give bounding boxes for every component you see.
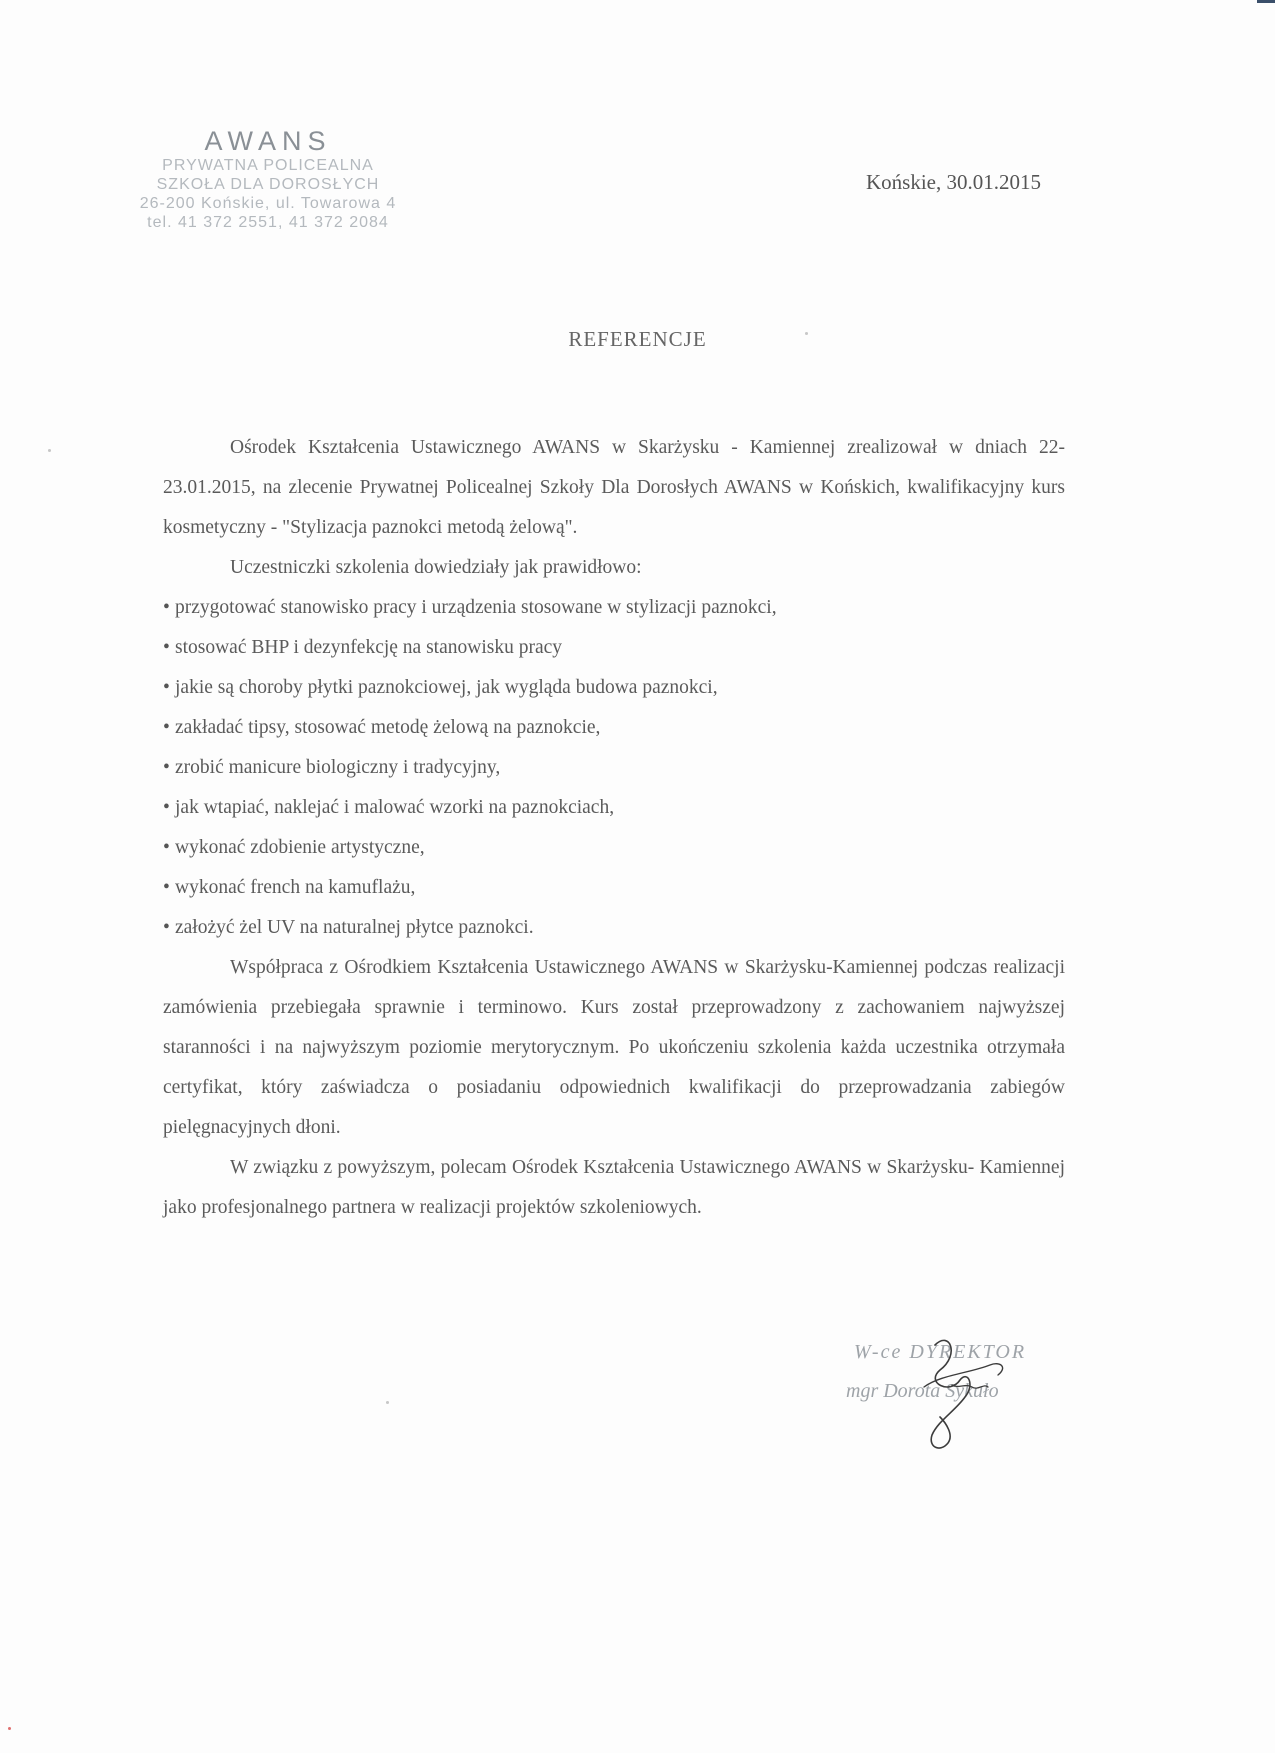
signature-title: W-ce DYREKTOR	[854, 1341, 1027, 1363]
scan-speck	[386, 1401, 389, 1404]
scan-speck	[48, 449, 51, 452]
bullet-icon: •	[163, 877, 170, 898]
paragraph-cooperation: Współpraca z Ośrodkiem Kształcenia Ustawicznego AWANS w Skarżysku-Kamiennej podczas realizacji zamówienia przebiegała sprawnie i terminowo. Kurs został przeprowadzony z zachowaniem najwyższej staranności i na najwyższym poziomie merytorycznym. Po ukończeniu szkolenia każda uczestnika otrzymała certyfikat, który zaświadcza o posiadaniu odpowiednich kwalifikacji do przeprowadzania zabiegów pielęgnacyjnych dłoni.	[163, 957, 1065, 1138]
list-item: • wykonać french na kamuflażu,	[163, 868, 1065, 908]
letterhead-line-2: SZKOŁA DLA DOROSŁYCH	[156, 176, 380, 193]
signature-stamp	[840, 1325, 1080, 1465]
paragraph-course-info: Ośrodek Kształcenia Ustawicznego AWANS w Skarżysku - Kamiennej zrealizował w dniach 22-23.01.2015, na zlecenie Prywatnej Policealnej Szkoły Dla Dorosłych AWANS w Końskich, kwalifikacyjny kurs kosmetyczny - "Stylizacja paznokci metodą żelową".	[163, 437, 1065, 538]
bullet-icon: •	[163, 637, 170, 658]
paragraph-recommendation: W związku z powyższym, polecam Ośrodek Kształcenia Ustawicznego AWANS w Skarżysku- Kamiennej jako profesjonalnego partnera w realizacji projektów szkoleniowych.	[163, 1157, 1065, 1218]
list-item: • jak wtapiać, naklejać i malować wzorki na paznokciach,	[163, 788, 1065, 828]
skills-list	[163, 588, 1065, 948]
letterhead-stamp	[118, 126, 418, 232]
handwritten-signature	[840, 1325, 1080, 1465]
scan-speck	[805, 332, 808, 335]
list-item: • przygotować stanowisko pracy i urządzenia stosowane w stylizacji paznokci,	[163, 588, 1065, 628]
scan-edge-mark	[1257, 0, 1275, 3]
bullet-icon: •	[163, 677, 170, 698]
list-item: • jakie są choroby płytki paznokciowej, jak wygląda budowa paznokci,	[163, 668, 1065, 708]
signature-name: mgr Dorota Sykuło	[846, 1380, 999, 1402]
letterhead-phone: tel. 41 372 2551, 41 372 2084	[147, 214, 389, 231]
bullet-icon: •	[163, 597, 170, 618]
letterhead-address: 26-200 Końskie, ul. Towarowa 4	[139, 195, 397, 212]
bullet-icon: •	[163, 837, 170, 858]
letter-body	[163, 428, 1065, 1228]
place-and-date: Końskie, 30.01.2015	[866, 170, 1041, 194]
skills-intro: Uczestniczki szkolenia dowiedziały jak prawidłowo:	[230, 557, 642, 578]
scan-speck	[8, 1727, 11, 1730]
list-item: • zakładać tipsy, stosować metodę żelową na paznokcie,	[163, 708, 1065, 748]
document-title: REFERENCJE	[568, 327, 707, 351]
bullet-icon: •	[163, 757, 170, 778]
list-item: • założyć żel UV na naturalnej płytce paznokci.	[163, 908, 1065, 948]
bullet-icon: •	[163, 917, 170, 938]
list-item: • zrobić manicure biologiczny i tradycyjny,	[163, 748, 1065, 788]
bullet-icon: •	[163, 717, 170, 738]
bullet-icon: •	[163, 797, 170, 818]
letterhead-line-1: PRYWATNA POLICEALNA	[162, 157, 374, 174]
list-item: • wykonać zdobienie artystyczne,	[163, 828, 1065, 868]
letterhead-org-name: AWANS	[204, 126, 332, 156]
list-item: • stosować BHP i dezynfekcję na stanowisku pracy	[163, 628, 1065, 668]
